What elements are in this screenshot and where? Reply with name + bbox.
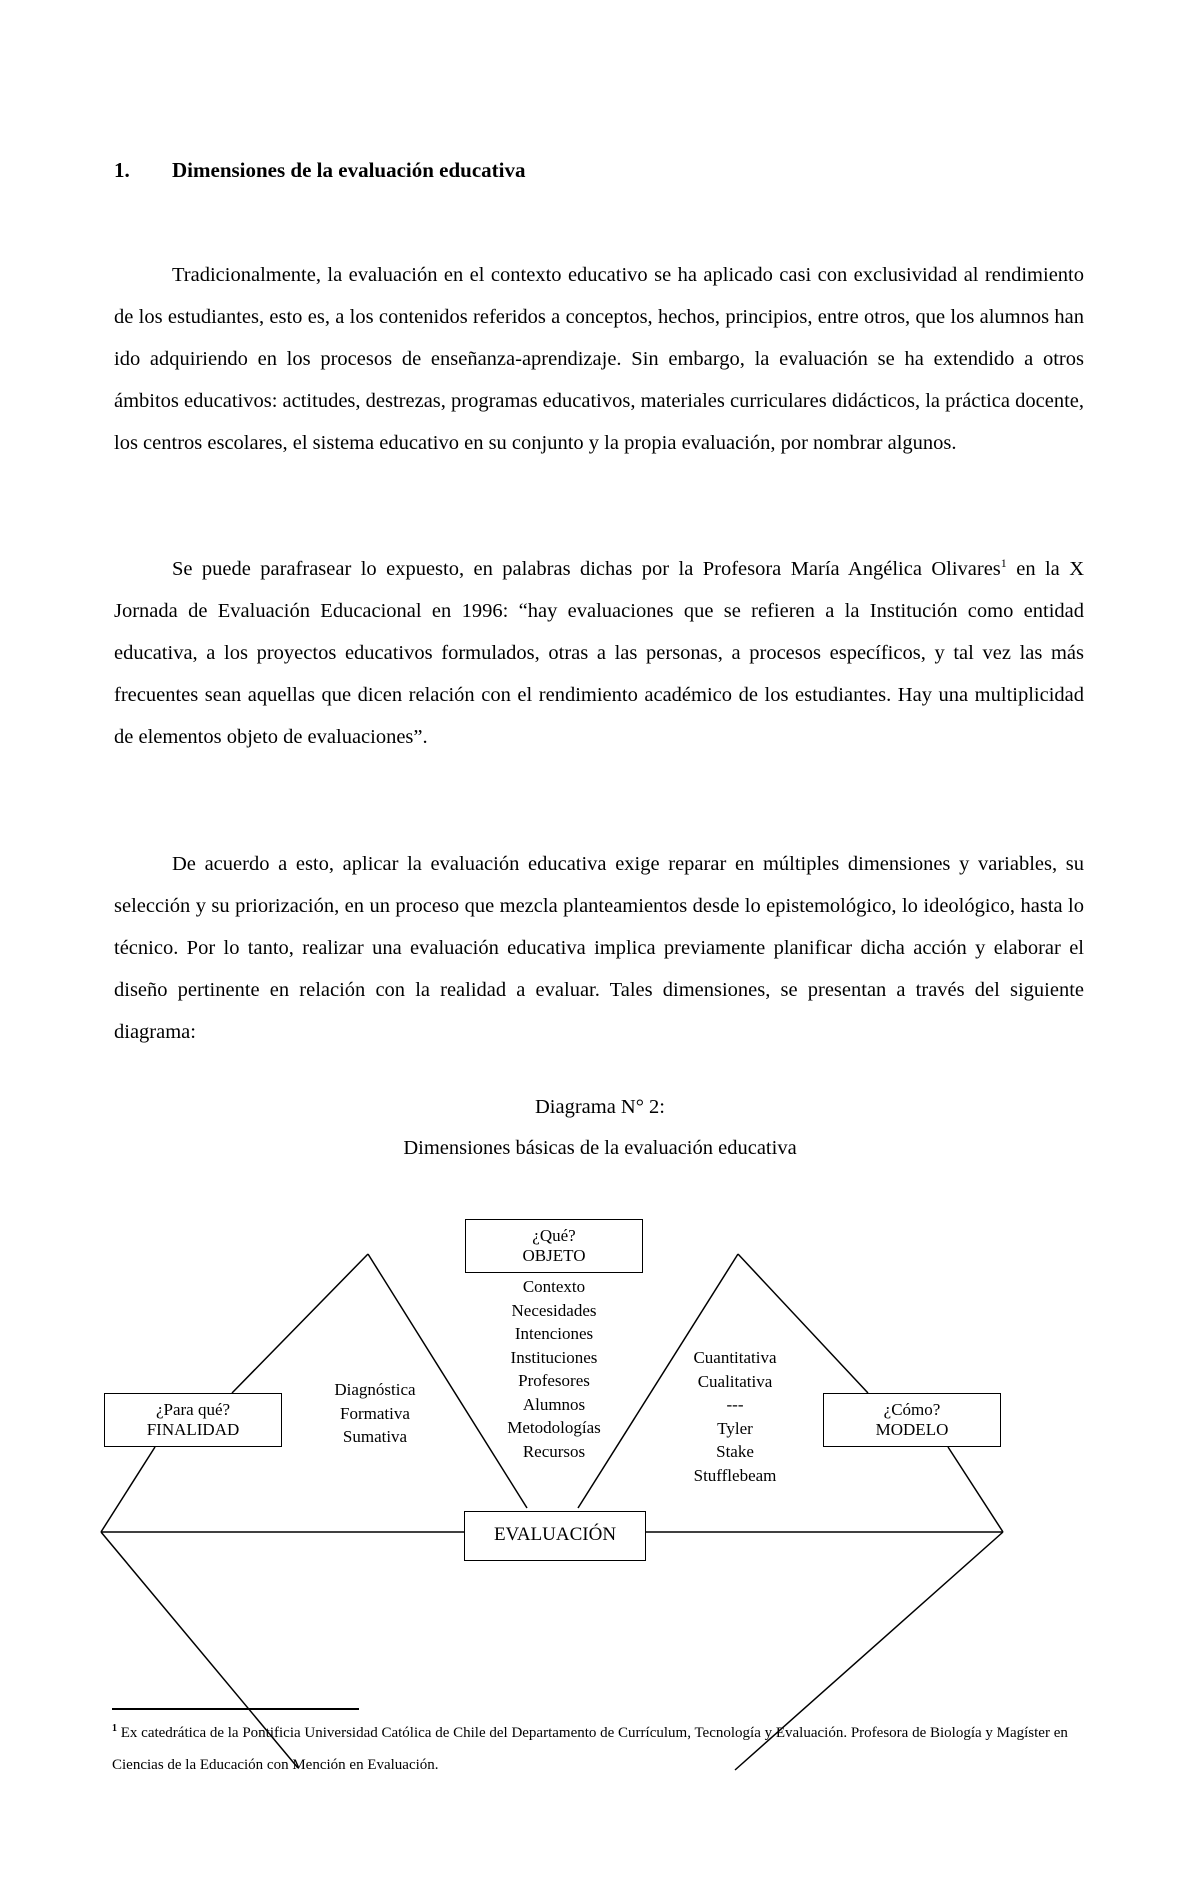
line-left-outer-up bbox=[101, 1447, 155, 1532]
footnote bbox=[112, 1717, 1087, 1781]
modelo-item: Cuantitativa bbox=[693, 1348, 777, 1367]
finalidad-item: Formativa bbox=[340, 1403, 410, 1423]
objeto-item: Alumnos bbox=[522, 1394, 586, 1414]
finalidad-list bbox=[310, 1378, 440, 1449]
objeto-item: Metodologías bbox=[507, 1418, 601, 1437]
modelo-item: Stufflebeam bbox=[693, 1465, 777, 1485]
finalidad-item: Sumativa bbox=[342, 1427, 408, 1446]
finalidad-question: ¿Para qué? bbox=[155, 1400, 231, 1419]
paragraph-1: Tradicionalmente, la evaluación en el contexto educativo se ha aplicado casi con exclusividad al rendimiento de los estudiantes, esto es, a los contenidos referidos a conceptos, hechos, principios, entre otros, que los alumnos han ido adquiriendo en los procesos de enseñanza-aprendizaje. Sin embargo, la evaluación se ha extendido a otros ámbitos educativos: actitudes, destrezas, programas educativos, materiales curriculares didácticos, la práctica docente, los centros escolares, el sistema educativo en su conjunto y la propia evaluación, por nombrar algunos. bbox=[114, 264, 1084, 454]
objeto-item: Intenciones bbox=[514, 1324, 594, 1343]
objeto-item: Profesores bbox=[518, 1371, 590, 1390]
objeto-item: Recursos bbox=[522, 1441, 586, 1461]
modelo-label: MODELO bbox=[875, 1420, 949, 1439]
objeto-item: Contexto bbox=[522, 1277, 586, 1296]
line-right-outer-up bbox=[948, 1447, 1003, 1532]
finalidad-label: FINALIDAD bbox=[146, 1420, 240, 1439]
modelo-question: ¿Cómo? bbox=[883, 1400, 941, 1419]
objeto-label: OBJETO bbox=[522, 1246, 586, 1265]
line-left-inner-up bbox=[232, 1254, 368, 1393]
objeto-item: Necesidades bbox=[511, 1300, 597, 1320]
modelo-item: Stake bbox=[716, 1442, 754, 1461]
objeto-question: ¿Qué? bbox=[532, 1226, 576, 1245]
paragraph-2-text-b: en la X Jornada de Evaluación Educacional en 1996: “hay evaluaciones que se refieren a la Institución como entidad educativa, a los proyectos educativos formulados, otras a las personas, a procesos específicos, y tal vez las más frecuentes sean aquellas que dicen relación con el rendimiento académico de los estudiantes. Hay una multiplicidad de elementos objeto de evaluaciones”. bbox=[114, 558, 1084, 748]
modelo-item: Cualitativa bbox=[697, 1371, 773, 1391]
objeto-item: Instituciones bbox=[510, 1347, 598, 1367]
paragraph-3: De acuerdo a esto, aplicar la evaluación educativa exige reparar en múltiples dimensiones y variables, su selección y su priorización, en un proceso que mezcla planteamientos desde lo epistemológico, lo ideológico, hasta lo técnico. Por lo tanto, realizar una evaluación educativa implica previamente planificar dicha acción y elaborar el diseño pertinente en relación con la realidad a evaluar. Tales dimensiones, se presentan a través del siguiente diagrama: bbox=[114, 853, 1084, 1043]
objeto-list bbox=[484, 1275, 624, 1463]
diagram-caption-number: Diagrama N° 2: bbox=[534, 1096, 666, 1118]
evaluacion-box: EVALUACIÓN bbox=[464, 1511, 646, 1561]
modelo-list bbox=[660, 1346, 810, 1487]
modelo-item: --- bbox=[726, 1395, 744, 1414]
footnote-reference: 1 bbox=[1000, 556, 1007, 571]
footnote-text: Ex catedrática de la Pontificia Universidad Católica de Chile del Departamento de Currículum, Tecnología y Evaluación. Profesora de Biología y Magíster en Ciencias de la Educación con Mención en Evaluación. bbox=[112, 1725, 1068, 1773]
diagram-caption-title: Dimensiones básicas de la evaluación educativa bbox=[403, 1137, 797, 1159]
modelo-item: Tyler bbox=[717, 1418, 753, 1438]
finalidad-item: Diagnóstica bbox=[334, 1380, 416, 1399]
footnote-marker: 1 bbox=[112, 1723, 117, 1734]
objeto-box bbox=[465, 1219, 643, 1273]
section-title: Dimensiones de la evaluación educativa bbox=[172, 158, 526, 182]
finalidad-box bbox=[104, 1393, 282, 1447]
modelo-box bbox=[823, 1393, 1001, 1447]
footnote-separator bbox=[112, 1708, 359, 1710]
paragraph-2-text-a: Se puede parafrasear lo expuesto, en palabras dichas por la Profesora María Angélica Olivares bbox=[172, 558, 1001, 580]
section-number: 1. bbox=[114, 158, 130, 182]
